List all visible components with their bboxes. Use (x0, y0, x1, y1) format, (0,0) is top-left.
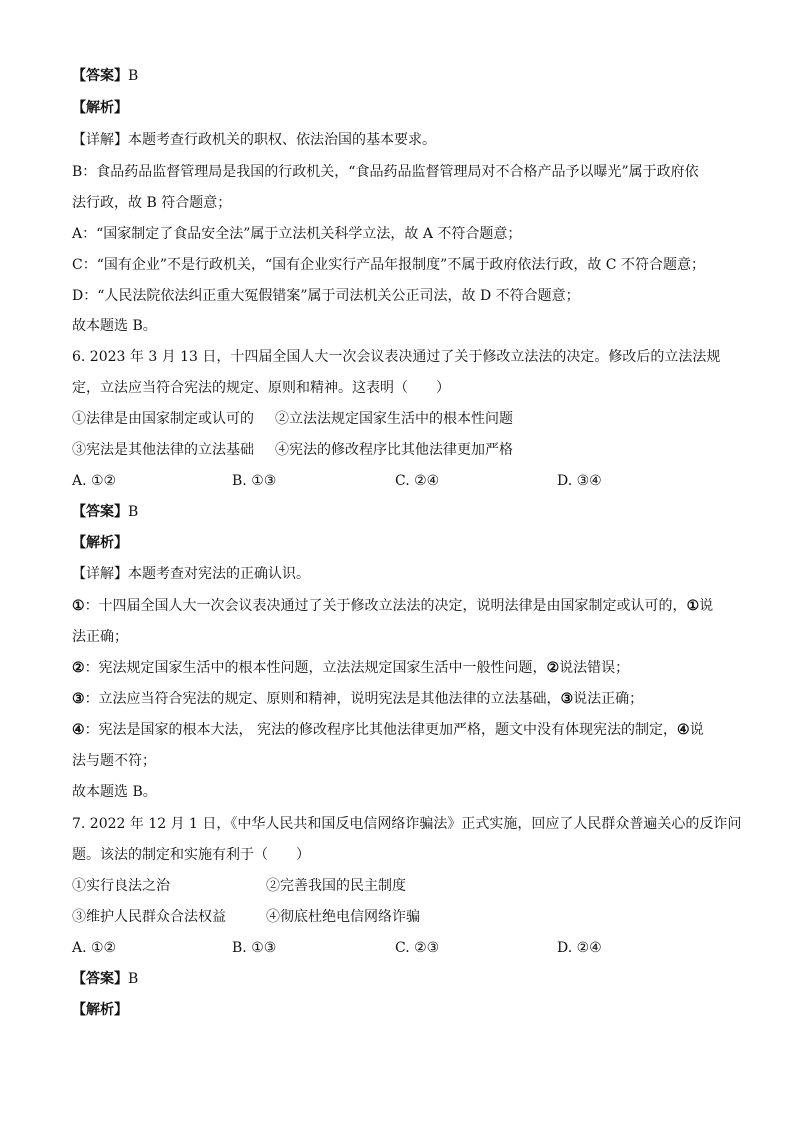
circled-mark: ③ (560, 691, 574, 707)
q6-option-b: B. ①③ (232, 473, 277, 489)
q6-item-1: ①法律是由国家制定或认可的 (72, 411, 254, 427)
q6-analysis-line (72, 720, 704, 740)
q7-option-b: B. ①③ (232, 940, 277, 956)
circled-mark: ② (72, 660, 85, 676)
q6-option-a: A. ①② (72, 473, 117, 489)
q6-stem-line: 6. 2023 年 3 月 13 日，十四届全国人大一次会议表决通过了关于修改立法法的决定。修改后的立法法规 (72, 349, 721, 365)
q7-stem-line: 7. 2022 年 12 月 1 日，《中华人民共和国反电信网络诈骗法》正式实施，回应了人民群众普遍关心的反诈问 (72, 816, 742, 832)
answer-label: 【答案】 (72, 68, 128, 84)
q7-answer-line (72, 969, 138, 989)
q6-stem-line: 定，立法应当符合宪法的规定、原则和精神。这表明（ ） (72, 380, 450, 396)
q7-option-a: A. ①② (72, 940, 117, 956)
q6-item-3: ③宪法是其他法律的立法基础 (72, 442, 254, 458)
detail-text: 本题考查行政机关的职权、依法治国的基本要求。 (128, 132, 436, 148)
detail-label: 【详解】 (72, 566, 128, 582)
analysis-text: ：立法应当符合宪法的规定、原则和精神，说明宪法是其他法律的立法基础， (84, 691, 561, 707)
q7-option-d: D. ②④ (557, 940, 602, 956)
q6-detail-line (72, 564, 310, 584)
q7-item-2: ②完善我国的民主制度 (266, 878, 406, 894)
answer-label: 【答案】 (72, 504, 128, 520)
q6-conclusion: 故本题选 B。 (72, 784, 157, 800)
analysis-text: ：宪法规定国家生活中的根本性问题，立法法规定国家生活中一般性问题， (84, 660, 547, 676)
circled-mark: ① (686, 598, 700, 614)
analysis-text: ：十四届全国人大一次会议表决通过了关于修改立法法的决定，说明法律是由国家制定或认可的， (84, 598, 687, 614)
q7-stem-line: 题。该法的制定和实施有利于（ ） (72, 847, 310, 863)
q5-text-line: 法行政，故 B 符合题意； (72, 195, 232, 211)
analysis-tail: 说法错误； (559, 660, 630, 676)
analysis-tail: 说 (689, 722, 704, 738)
q7-option-c: C. ②③ (395, 940, 440, 956)
q6-analysis-line (72, 658, 629, 678)
detail-text: 本题考查对宪法的正确认识。 (128, 566, 310, 582)
q6-option-d: D. ③④ (557, 473, 602, 489)
q6-item-2: ②立法法规定国家生活中的根本性问题 (275, 411, 513, 427)
q5-text-line: D：“人民法院依法纠正重大冤假错案”属于司法机关公正司法，故 D 不符合题意； (72, 288, 580, 304)
q6-answer-line (72, 502, 138, 522)
analysis-tail: 说 (699, 598, 714, 614)
q5-text-line: C：“国有企业”不是行政机关，“国有企业实行产品年报制度”不属于政府依法行政，故 C 不符合题意； (72, 257, 705, 273)
q6-analysis-line (72, 689, 643, 709)
q5-conclusion: 故本题选 B。 (72, 318, 157, 334)
q5-detail-line (72, 130, 436, 150)
q7-analysis-label: 【解析】 (72, 1002, 128, 1018)
detail-label: 【详解】 (72, 132, 128, 148)
q6-analysis-line: 法正确； (72, 629, 128, 645)
answer-value: B (128, 971, 139, 987)
q5-text-line: A：“国家制定了食品安全法”属于立法机关科学立法，故 A 不符合题意； (72, 226, 522, 242)
q6-analysis-line: 法与题不符； (72, 753, 156, 769)
q6-analysis-line (72, 596, 713, 616)
circled-mark: ③ (72, 691, 85, 707)
circled-mark: ① (72, 598, 85, 614)
answer-value: B (128, 504, 139, 520)
q7-item-4: ④彻底杜绝电信网络诈骗 (266, 909, 420, 925)
q6-option-c: C. ②④ (395, 473, 440, 489)
q6-analysis-label: 【解析】 (72, 535, 128, 551)
q5-answer-line (72, 66, 138, 86)
q5-analysis-label: 【解析】 (72, 100, 128, 116)
circled-mark: ④ (72, 722, 85, 738)
q6-item-4: ④宪法的修改程序比其他法律更加严格 (275, 442, 513, 458)
answer-label: 【答案】 (72, 971, 128, 987)
q7-item-1: ①实行良法之治 (72, 878, 170, 894)
circled-mark: ④ (677, 722, 690, 738)
analysis-tail: 说法正确； (573, 691, 644, 707)
answer-value: B (128, 68, 139, 84)
q7-item-3: ③维护人民群众合法权益 (72, 909, 226, 925)
analysis-text: ：宪法是国家的根本大法， 宪法的修改程序比其他法律更加严格，题文中没有体现宪法的制定， (84, 722, 678, 738)
q5-text-line: B：食品药品监督管理局是我国的行政机关，“食品药品监督管理局对不合格产品予以曝光”属于政府依 (72, 164, 699, 180)
circled-mark: ② (546, 660, 560, 676)
